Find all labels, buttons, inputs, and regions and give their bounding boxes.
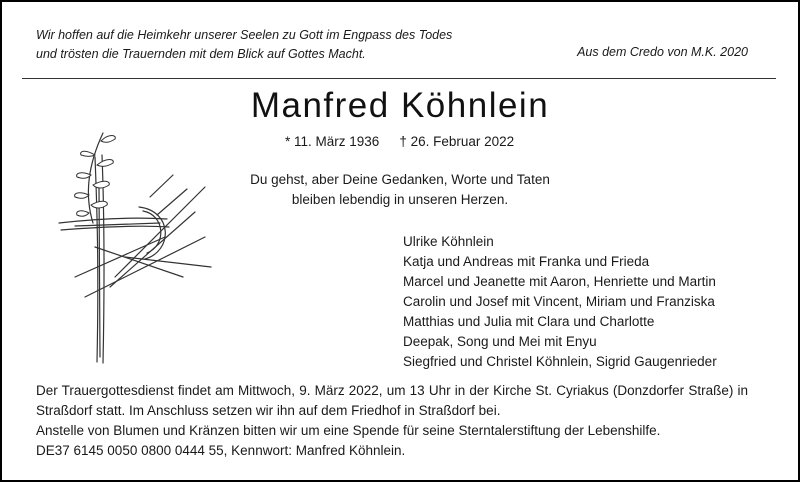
bank-account: DE37 6145 0050 0800 0444 55, Kennwort: Manfred Köhnlein. [36, 443, 406, 458]
motto-line-1: Wir hoffen auf die Heimkehr unserer Seelen zu Gott im Engpass des Todes [36, 28, 453, 42]
quote-line-1: Du gehst, aber Deine Gedanken, Worte und Taten [250, 172, 550, 187]
divider [22, 78, 776, 79]
deceased-name: Manfred Köhnlein [250, 86, 550, 125]
cross-with-branch-icon [55, 127, 213, 367]
mourner-line: Matthias und Julia mit Clara und Charlotte [403, 314, 655, 329]
service-information [36, 381, 748, 461]
life-dates [285, 134, 534, 149]
death-date: † 26. Februar 2022 [399, 134, 515, 149]
mourner-line: Siegfried und Christel Köhnlein, Sigrid Gaugenrieder [403, 354, 717, 369]
motto-quote [36, 26, 452, 64]
motto-line-2: und trösten die Trauernden mit dem Blick auf Gottes Macht. [36, 47, 366, 61]
service-details: Der Trauergottesdienst findet am Mittwoch, 9. März 2022, um 13 Uhr in der Kirche St. Cyriakus (Donzdorfer Straße) in Straßdorf statt. Im Anschluss setzen wir ihn auf dem Friedhof in Straßdorf bei. [36, 383, 748, 418]
mourner-line: Katja und Andreas mit Franka und Frieda [403, 254, 650, 269]
mourner-line: Ulrike Köhnlein [403, 234, 494, 249]
quote-line-2: bleiben lebendig in unseren Herzen. [291, 192, 509, 207]
mourner-line: Deepak, Song und Mei mit Enyu [403, 334, 597, 349]
mourner-line: Carolin und Josef mit Vincent, Miriam und Franziska [403, 294, 715, 309]
motto-source: Aus dem Credo von M.K. 2020 [577, 45, 748, 59]
birth-date: * 11. März 1936 [285, 134, 380, 149]
mourner-line: Marcel und Jeanette mit Aaron, Henriette und Martin [403, 274, 716, 289]
mourners-list [403, 232, 717, 372]
donation-request: Anstelle von Blumen und Kränzen bitten wir um eine Spende für seine Sterntalerstiftung der Lebenshilfe. [36, 423, 661, 438]
